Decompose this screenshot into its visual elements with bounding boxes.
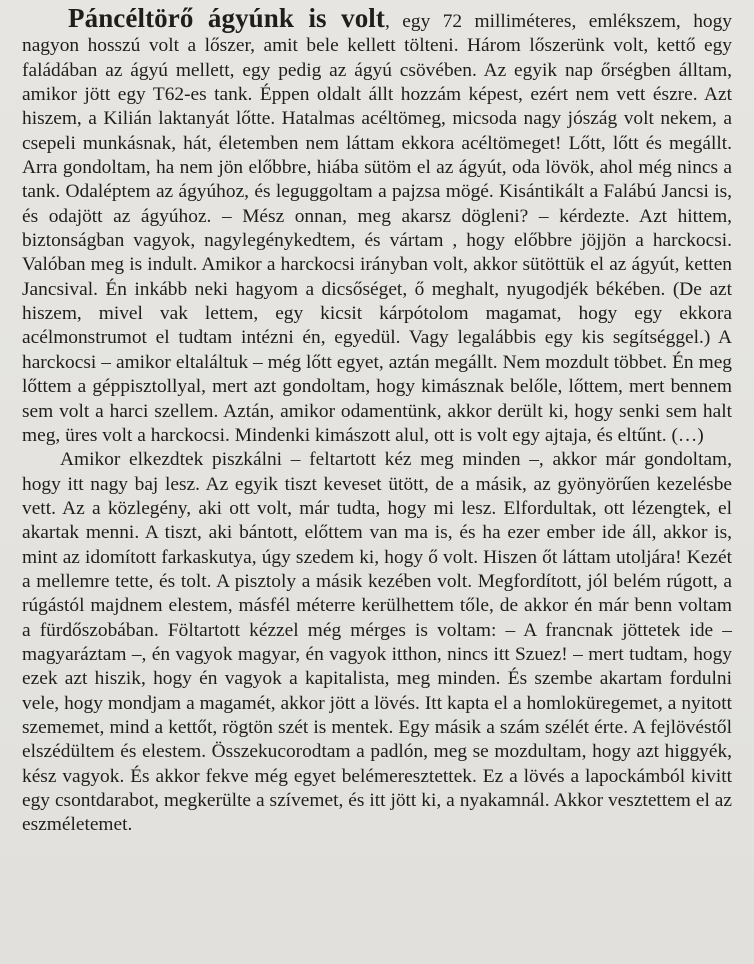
paragraph-1 — [22, 3, 732, 448]
lead-in-heading: Páncéltörő ágyúnk is volt — [68, 3, 385, 33]
paragraph-1-text: , egy 72 milliméteres, emlékszem, hogy nagyon hosszú volt a lőszer, amit bele kellett tölteni. Három lőszerünk volt, kettő egy faládában az ágyú mellett, egy pedig az ágyú csövében. Az egyik nap őrségben álltam, amikor jött egy T62-es tank. Éppen oldalt állt hozzám képest, ezért nem vett észre. Azt hiszem, a Kilián laktanyát lőtte. Hatalmas acéltömeg, micsoda nagy jószág volt nekem, a csepeli munkásnak, hát, életemben nem láttam ekkora acéltömeget! Lőtt, lőtt és megállt. Arra gondoltam, ha nem jön előbbre, hiába sütöm el az ágyút, oda lövök, ahol még nincs a tank. Odaléptem az ágyúhoz, és leguggoltam a pajzsa mögé. Kisántikált a Falábú Jancsi is, és odajött az ágyúhoz. – Mész onnan, meg akarsz dögleni? – kérdezte. Azt hittem, biztonságban vagyok, nagylegénykedtem, és vártam , hogy előbbre jöjjön a harckocsi. Valóban meg is indult. Amikor a harckocsi irányban volt, akkor sütöttük el az ágyút, ketten Jancsival. Én inkább neki hagyom a dicsőséget, ő meghalt, nyugodjék békében. (De azt hiszem, mivel vak lettem, egy kicsit kárpótolom magamat, hogy egy ekkora acélmonstrumot el tudtam intézni én, egyedül. Vagy legalábbis egy kis segítséggel.) A harckocsi – amikor eltaláltuk – még lőtt egyet, aztán megállt. Nem mozdult többet. Én meg lőttem a géppisztollyal, mert azt gondoltam, hogy kimásznak belőle, lőttem, mert bennem sem volt a harci szellem. Aztán, amikor odamentünk, akkor derült ki, hogy senki sem halt meg, üres volt a harckocsi. Mindenki kimászott alul, ott is volt egy ajtaja, és eltűnt. (…) — [22, 11, 732, 446]
paragraph-2: Amikor elkezdtek piszkálni – feltartott kéz meg minden –, akkor már gondoltam, hogy itt nagy baj lesz. Az egyik tiszt keveset ütött, de a másik, az gyönyörűen kezelésbe vett. Az a közlegény, aki ott volt, már tudta, hogy mi lesz. Elfordultak, ott lézengtek, el akartak menni. A tiszt, aki bántott, előttem van ma is, és ha ezer ember ide áll, akkor is, mint az idomított farkaskutya, úgy szedem ki, hogy ő volt. Hiszen őt láttam utoljára! Kezét a mellemre tette, és tolt. A pisztoly a másik kezében volt. Megfordított, jól belém rúgott, a rúgástól majdnem elestem, másfél méterre kerülhettem tőle, de akkor én már benn voltam a fürdőszobában. Föltartott kézzel még mérges is voltam: – A francnak jöttetek ide – magyaráztam –, én vagyok magyar, én vagyok itthon, nincs itt Szuez! – mert tudtam, hogy ezek azt hiszik, hogy én vagyok a kapitalista, meg minden. És szembe akartam fordulni vele, hogy mondjam a magamét, akkor jött a lövés. Itt kapta el a homloküregemet, a nyitott szememet, mind a kettőt, rögtön szét is mentek. Egy másik a szám szélét érte. A fejlövéstől elszédültem és elestem. Összekucorodtam a padlón, meg se mozdultam, hogy azt higgyék, kész vagyok. És akkor fekve még egyet belémeresztettek. Ez a lövés a lapockámból kivitt egy csontdarabot, megkerülte a szívemet, és itt jött ki, a nyakamnál. Akkor vesztettem el az eszméletemet. — [22, 449, 732, 836]
